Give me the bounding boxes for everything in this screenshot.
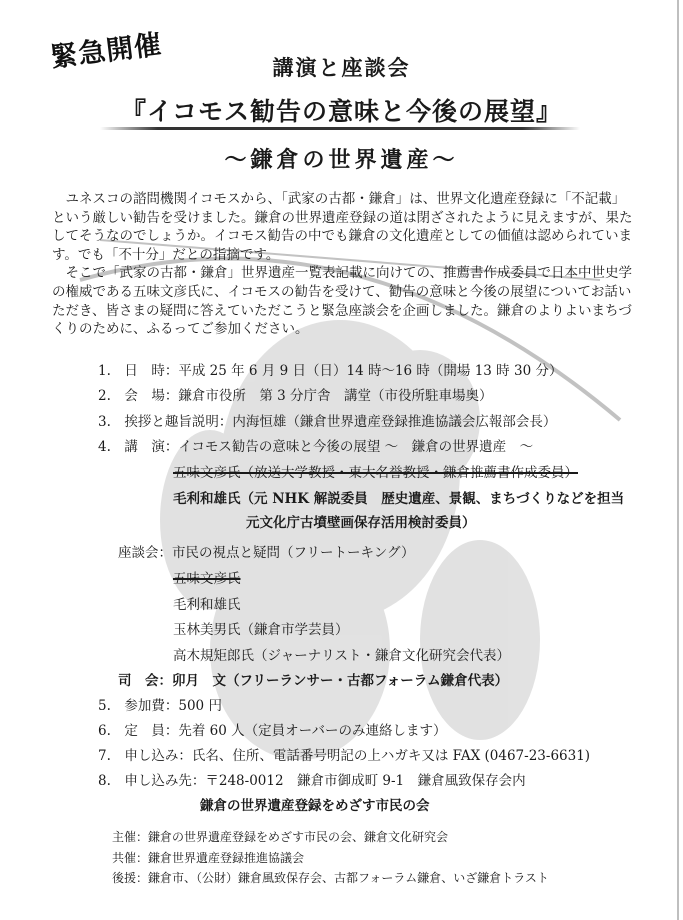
detail-venue: 2. 会 場：鎌倉市役所 第 3 分庁舎 講堂（市役所駐車場奥）	[98, 388, 493, 404]
panelist-mouri: 毛利和雄氏	[173, 597, 241, 613]
footer-supporters: 後援：鎌倉市、（公財）鎌倉風致保存会、古都フォーラム鎌倉、いざ鎌倉トラスト	[112, 871, 549, 885]
event-type-heading: 講演と座談会	[272, 55, 411, 80]
detail-application: 7. 申し込み：氏名、住所、電話番号明記の上ハガキ又は FAX (0467-23-6631)	[98, 748, 591, 764]
detail-fee: 5. 参加費：500 円	[98, 698, 222, 714]
page-edge	[677, 0, 679, 920]
panelist-cancelled: 五味文彦氏	[173, 571, 241, 587]
detail-greeting: 3. 挨拶と趣旨説明：内海恒雄（鎌倉世界遺産登録推進協議会広報部会長）	[98, 414, 557, 430]
detail-panel: 座談会：市民の視点と疑問（フリートーキング）	[118, 545, 415, 561]
page-subtitle: ～鎌倉の世界遺産～	[224, 147, 459, 173]
footer-organizer: 主催：鎌倉の世界遺産登録をめざす市民の会、鎌倉文化研究会	[112, 830, 449, 844]
speaker-cancelled: 五味文彦氏（放送大学教授・東大名誉教授・鎌倉推薦書作成委員）	[173, 465, 578, 481]
detail-application-address-cont: 鎌倉の世界遺産登録をめざす市民の会	[200, 798, 430, 814]
urgent-stamp: 緊急開催	[48, 29, 164, 74]
panelist-tamabayashi: 玉林美男氏（鎌倉市学芸員）	[173, 622, 349, 638]
intro-paragraph-2: そこで「武家の古都・鎌倉」世界遺産一覧表記載に向けての、推薦書作成委員で日本中世史学の権威である五味文彦氏に、イコモスの勧告を受けて、勧告の意味と今後の展望についてお話いただき、皆さまの疑問に答えていただこうと緊急座談会を企画しました。鎌倉のよりよいまちづくりのために、ふるってご参加ください。	[52, 265, 632, 338]
detail-application-address: 8. 申し込み先：〒248-0012 鎌倉市御成町 9-1 鎌倉風致保存会内	[98, 773, 526, 789]
speaker-mouri-cont: 元文化庁古墳壁画保存活用検討委員）	[246, 515, 476, 531]
title-underline	[100, 127, 580, 130]
panelist-takagi: 高木規矩郎氏（ジャーナリスト・鎌倉文化研究会代表）	[173, 648, 510, 664]
moderator: 司 会：卯月 文（フリーランサー・古都フォーラム鎌倉代表）	[118, 673, 509, 689]
footer-co-organizer: 共催：鎌倉世界遺産登録推進協議会	[112, 851, 305, 865]
detail-date: 1. 日 時：平成 25 年 6 月 9 日（日）14 時～16 時（開場 13 時 30 分）	[98, 363, 563, 379]
intro-paragraph-1: ユネスコの諮問機関イコモスから、「武家の古都・鎌倉」は、世界文化遺産登録に「不記載」という厳しい勧告を受けました。鎌倉の世界遺産登録の道は閉ざされたように見えますが、果たしてそうなのでしょうか。イコモス勧告の中でも鎌倉の文化遺産としての価値は認められています。でも「不十分」だとの指摘です。	[52, 191, 633, 263]
page-title: 『イコモス勧告の意味と今後の展望』	[120, 97, 562, 126]
speaker-mouri: 毛利和雄氏（元 NHK 解説委員 歴史遺産、景観、まちづくりなどを担当	[173, 491, 625, 507]
intro-text	[52, 190, 638, 339]
detail-capacity: 6. 定 員：先着 60 人（定員オーバーのみ連絡します）	[98, 723, 447, 739]
detail-lecture: 4. 講 演：イコモス勧告の意味と今後の展望 ～ 鎌倉の世界遺産 ～	[98, 439, 534, 455]
